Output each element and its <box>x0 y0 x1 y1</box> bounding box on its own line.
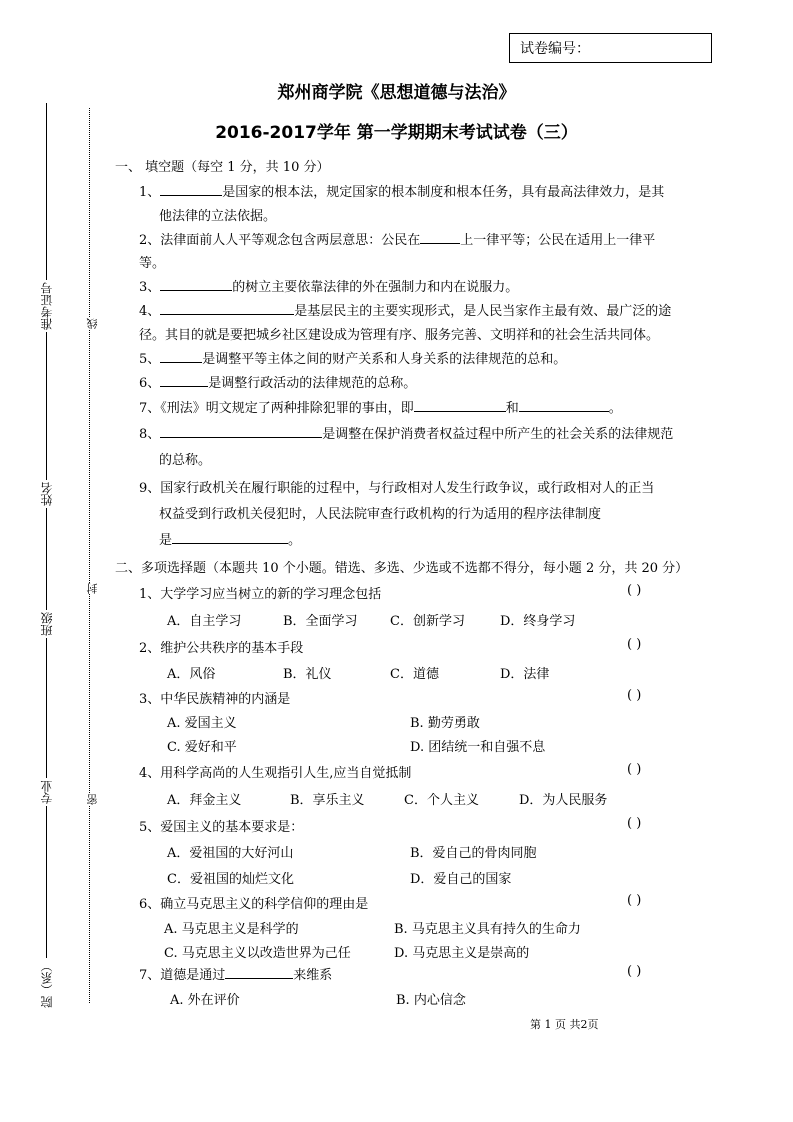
mc-question-1: 1、大学学习应当树立的新的学习理念包括 <box>139 587 382 602</box>
mc-q6-option-b[interactable]: B. 马克思主义具有持久的生命力 <box>394 922 581 937</box>
fill-question-3 <box>139 276 518 295</box>
mc-q7-text-a: 7、道德是通过 <box>139 968 226 983</box>
q4-number: 4、 <box>139 304 161 319</box>
mc-q4-option-b[interactable]: B．享乐主义 <box>290 793 365 808</box>
mc-q1-option-b[interactable]: B．全面学习 <box>283 614 358 629</box>
fill-question-2 <box>139 229 655 248</box>
mc-q7-option-a[interactable]: A. 外在评价 <box>170 993 240 1008</box>
fill-question-1-cont: 他法律的立法依据。 <box>159 209 277 224</box>
side-dense-char: 密 <box>86 794 99 805</box>
mc-q3-option-c[interactable]: C. 爱好和平 <box>167 740 237 755</box>
mc-q7-text-b: 来维系 <box>293 968 333 983</box>
mc-q2-option-a[interactable]: A．风俗 <box>167 667 216 682</box>
mc-q7-answer-paren[interactable]: ( ) <box>627 964 642 979</box>
mc-q2-option-b[interactable]: B．礼仪 <box>283 667 332 682</box>
q3-blank[interactable] <box>160 276 232 291</box>
mc-q3-option-b[interactable]: B. 勤劳勇敢 <box>410 716 480 731</box>
mc-q3-option-a[interactable]: A. 爱国主义 <box>167 716 237 731</box>
mc-q4-option-d[interactable]: D．为人民服务 <box>519 793 608 808</box>
mc-q1-option-a[interactable]: A．自主学习 <box>167 614 242 629</box>
q5-blank[interactable] <box>160 348 202 363</box>
mc-q7-blank[interactable] <box>225 964 293 979</box>
q3-number: 3、 <box>139 280 161 295</box>
mc-q2-answer-paren[interactable]: ( ) <box>627 637 642 652</box>
q5-text: 是调整平等主体之间的财产关系和人身关系的法律规范的总和。 <box>202 352 567 367</box>
mc-q6-answer-paren[interactable]: ( ) <box>627 893 642 908</box>
mc-question-4: 4、用科学高尚的人生观指引人生,应当自觉抵制 <box>139 766 412 781</box>
exam-code-label: 试卷编号： <box>520 41 590 57</box>
q1-number: 1、 <box>139 185 161 200</box>
mc-question-6: 6、确立马克思主义的科学信仰的理由是 <box>139 897 369 912</box>
section1-heading: 一、 填空题（每空 1 分，共 10 分） <box>115 160 330 175</box>
q1-text: 是国家的根本法，规定国家的根本制度和根本任务，具有最高法律效力，是其 <box>222 185 665 200</box>
q5-number: 5、 <box>139 352 161 367</box>
mc-q4-option-a[interactable]: A．拜金主义 <box>167 793 242 808</box>
q8-number: 8、 <box>139 427 161 442</box>
q3-text: 的树立主要依靠法律的外在强制力和内在说服力。 <box>232 280 519 295</box>
q9-text-d: 。 <box>288 533 302 548</box>
q9-text-c: 是 <box>159 533 173 548</box>
mc-q5-answer-paren[interactable]: ( ) <box>627 816 642 831</box>
mc-q5-option-c[interactable]: C．爱祖国的灿烂文化 <box>167 872 294 887</box>
mc-question-5: 5、爱国主义的基本要求是： <box>139 820 304 835</box>
fill-question-2-cont: 等。 <box>139 256 166 271</box>
q1-blank[interactable] <box>160 181 222 196</box>
mc-q2-option-c[interactable]: C．道德 <box>390 667 439 682</box>
side-seal-char: 封 <box>86 583 99 594</box>
mc-question-2: 2、维护公共秩序的基本手段 <box>139 641 304 656</box>
fill-question-7 <box>139 397 622 416</box>
q2-text-a: 2、法律面前人人平等观念包含两层意思：公民在 <box>139 233 421 248</box>
mc-q1-option-c[interactable]: C．创新学习 <box>390 614 465 629</box>
mc-q1-answer-paren[interactable]: ( ) <box>627 583 642 598</box>
fill-question-9: 9、国家行政机关在履行职能的过程中，与行政相对人发生行政争议，或行政相对人的正当 <box>139 481 655 496</box>
mc-q5-option-b[interactable]: B．爱自己的骨肉同胞 <box>410 846 537 861</box>
mc-q5-option-d[interactable]: D．爱自己的国家 <box>410 872 512 887</box>
mc-q1-option-d[interactable]: D．终身学习 <box>500 614 576 629</box>
q6-blank[interactable] <box>160 372 208 387</box>
side-line-char: 线 <box>86 318 99 329</box>
q8-blank[interactable] <box>160 423 322 438</box>
fill-question-4 <box>139 300 671 319</box>
mc-q2-option-d[interactable]: D．法律 <box>500 667 550 682</box>
side-dept-label: 院（系） <box>40 960 54 1008</box>
mc-q6-option-c[interactable]: C. 马克思主义以改造世界为己任 <box>164 946 351 961</box>
fill-question-8 <box>139 423 673 442</box>
q7-text-a: 7、《刑法》明文规定了两种排除犯罪的事由，即 <box>139 401 414 416</box>
mc-q3-answer-paren[interactable]: ( ) <box>627 688 642 703</box>
side-name-label: 姓名 <box>40 482 54 506</box>
binding-line <box>46 103 47 993</box>
fill-question-9-cont: 权益受到行政机关侵犯时，人民法院审查行政机构的行为适用的程序法律制度 <box>159 507 602 522</box>
fill-question-4-cont: 径。其目的就是要把城乡社区建设成为管理有序、服务完善、文明祥和的社会生活共同体。 <box>139 328 660 343</box>
side-class-label: 班级 <box>40 612 54 636</box>
fill-question-8-cont: 的总称。 <box>159 453 212 468</box>
exam-title-line2: 2016-2017学年 第一学期期末考试试卷（三） <box>215 123 578 143</box>
exam-code-box <box>509 33 712 63</box>
q6-text: 是调整行政活动的法律规范的总称。 <box>208 376 417 391</box>
q7-blank-1[interactable] <box>414 397 506 412</box>
mc-q6-option-d[interactable]: D. 马克思主义是崇高的 <box>394 946 530 961</box>
q8-text: 是调整在保护消费者权益过程中所产生的社会关系的法律规范 <box>322 427 674 442</box>
q4-text: 是基层民主的主要实现形式，是人民当家作主最有效、最广泛的途 <box>294 304 672 319</box>
page-number: 第 1 页 共2页 <box>530 1018 599 1031</box>
mc-question-7 <box>139 964 332 983</box>
cut-dotted-line <box>89 108 90 1003</box>
mc-q3-option-d[interactable]: D. 团结统一和自强不息 <box>410 740 546 755</box>
mc-q6-option-a[interactable]: A. 马克思主义是科学的 <box>164 922 299 937</box>
section2-heading: 二、多项选择题（本题共 10 个小题。错选、多选、少选或不选都不得分，每小题 2 分，共 20 分） <box>115 561 689 576</box>
fill-question-6 <box>139 372 416 391</box>
q6-number: 6、 <box>139 376 161 391</box>
fill-question-9-end <box>159 529 301 548</box>
exam-title-line1: 郑州商学院《思想道德与法治》 <box>277 83 516 103</box>
q4-blank[interactable] <box>160 300 294 315</box>
mc-q4-answer-paren[interactable]: ( ) <box>627 762 642 777</box>
q7-blank-2[interactable] <box>519 397 609 412</box>
side-major-label: 专业 <box>40 780 54 804</box>
side-exam-number-label: 准考证号 <box>40 282 54 330</box>
mc-question-3: 3、中华民族精神的内涵是 <box>139 692 291 707</box>
mc-q5-option-a[interactable]: A．爱祖国的大好河山 <box>167 846 294 861</box>
q9-blank[interactable] <box>172 529 288 544</box>
q2-text-b: 上一律平等；公民在适用上一律平 <box>460 233 656 248</box>
mc-q7-option-b[interactable]: B. 内心信念 <box>396 993 466 1008</box>
fill-question-1 <box>139 181 664 200</box>
q2-blank[interactable] <box>420 229 460 244</box>
mc-q4-option-c[interactable]: C．个人主义 <box>404 793 479 808</box>
fill-question-5 <box>139 348 566 367</box>
q7-text-b: 和 <box>505 401 519 416</box>
q7-text-c: 。 <box>608 401 622 416</box>
